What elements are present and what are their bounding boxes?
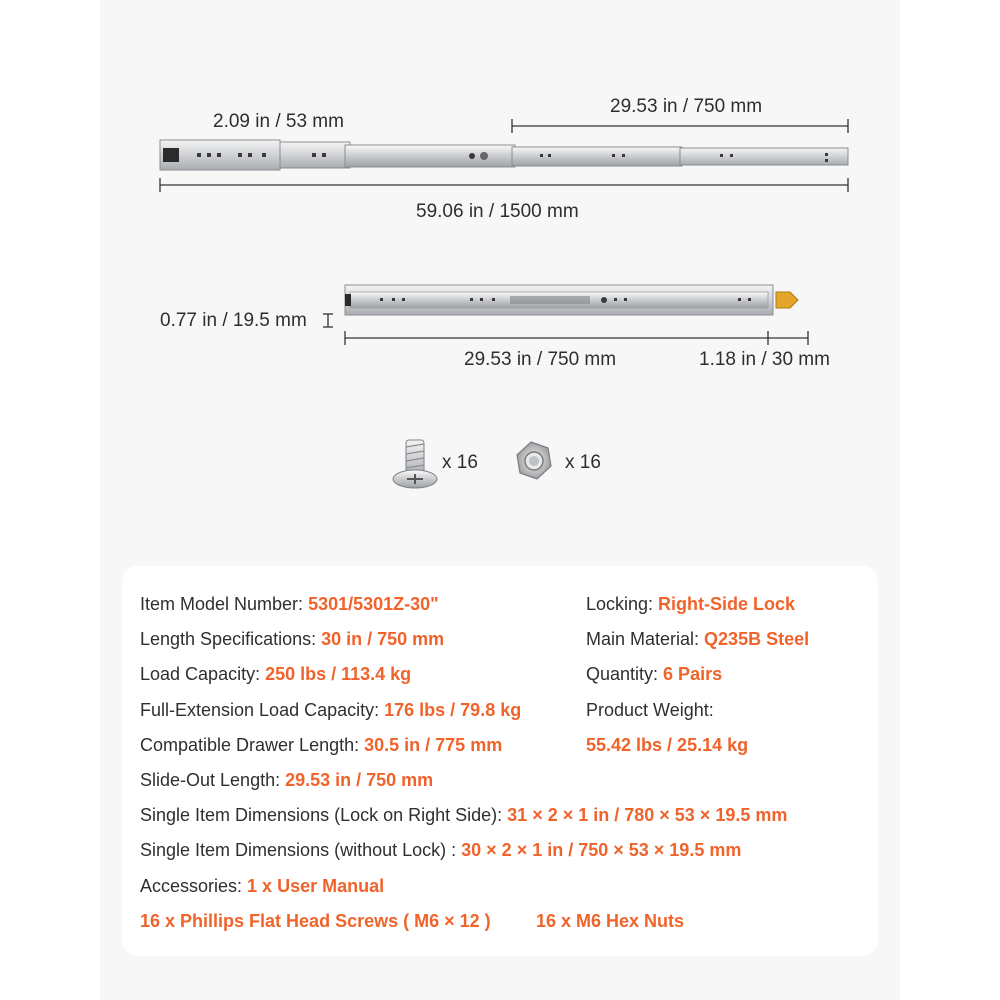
screw-quantity: x 16 [442,452,478,473]
spec-drawer-length: Compatible Drawer Length: 30.5 in / 775 mm [140,735,503,755]
spec-locking-value: Right-Side Lock [658,594,796,614]
spec-length: Length Specifications: 30 in / 750 mm [140,629,445,649]
spec-length-value: 30 in / 750 mm [321,629,445,649]
spec-accessories-value: 1 x User Manual [247,876,385,896]
spec-slide-out-value: 29.53 in / 750 mm [285,770,434,790]
closed-length-label: 29.53 in / 750 mm [464,349,617,370]
closed-slide [345,285,798,315]
spec-dims-no-lock: Single Item Dimensions (without Lock) : 30 × 2 × 1 in / 750 × 53 × 19.5 mm [140,840,742,860]
closed-dimension-lines [323,314,808,345]
spec-quantity: Quantity: 6 Pairs [586,664,723,684]
spec-load-value: 250 lbs / 113.4 kg [265,664,412,684]
spec-full-ext-load: Full-Extension Load Capacity: 176 lbs / 79.8 kg [140,700,522,720]
extension-length-label: 29.53 in / 750 mm [610,96,763,117]
spec-dims-lock: Single Item Dimensions (Lock on Right Side): 31 × 2 × 1 in / 780 × 53 × 19.5 mm [140,805,788,825]
spec-material: Main Material: Q235B Steel [586,629,810,649]
spec-weight-value: 55.42 lbs / 25.14 kg [586,735,749,755]
spec-nuts: 16 x M6 Hex Nuts [536,911,685,931]
extended-slide [160,140,848,170]
spec-slide-out: Slide-Out Length: 29.53 in / 750 mm [140,770,434,790]
spec-material-value: Q235B Steel [704,629,810,649]
drawing-opening-label: 2.09 in / 53 mm [213,111,344,132]
hex-nut-icon [517,442,551,479]
spec-accessories: Accessories: 1 x User Manual [140,876,385,896]
spec-quantity-value: 6 Pairs [663,664,723,684]
spec-model-value: 5301/5301Z-30" [308,594,439,614]
screw-icon [393,440,437,488]
lock-length-label: 1.18 in / 30 mm [699,349,830,370]
spec-dims-lock-value: 31 × 2 × 1 in / 780 × 53 × 19.5 mm [507,805,788,825]
extended-total-label: 59.06 in / 1500 mm [416,201,579,222]
spec-weight-label: Product Weight: [586,700,714,720]
height-label: 0.77 in / 19.5 mm [160,310,307,331]
spec-dims-no-lock-value: 30 × 2 × 1 in / 750 × 53 × 19.5 mm [461,840,742,860]
spec-load: Load Capacity: 250 lbs / 113.4 kg [140,664,412,684]
spec-locking: Locking: Right-Side Lock [586,594,796,614]
nut-quantity: x 16 [565,452,601,473]
spec-full-ext-load-value: 176 lbs / 79.8 kg [384,700,522,720]
spec-drawer-length-value: 30.5 in / 775 mm [364,735,503,755]
spec-screws: 16 x Phillips Flat Head Screws ( M6 × 12 ) [140,911,491,931]
spec-card [122,566,878,956]
spec-model: Item Model Number: 5301/5301Z-30" [140,594,439,614]
